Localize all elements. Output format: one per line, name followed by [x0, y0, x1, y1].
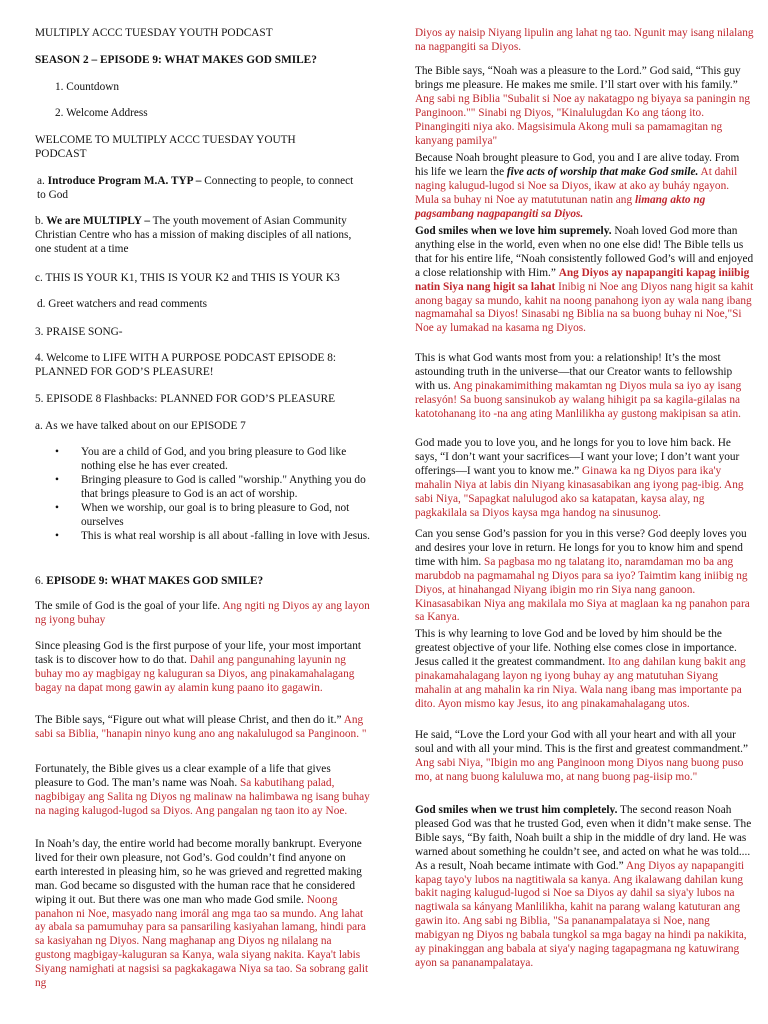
- list-item: [35, 530, 370, 558]
- right-column: [415, 0, 755, 1024]
- bullet-icon: •: [55, 446, 59, 458]
- english-text: Because Noah brought pleasure to God, you and I are alive today. From his life we learn the: [415, 152, 740, 178]
- tagalog-text: Ang Diyos ay napapangiti kapag tayo'y lubos na nagtitiwala sa kanya. Ang ikalawang dahilan kung bakit naging kalugud-lugod si Noe sa Diyos ay dahil sa siya'y lubos na nagtiwala sa kányang Manlilikha, kahit na parang walang katuturan ang gawin ito. Ang sabi ng Biblia, "Sa pananampalataya si Noe, nang mabigyan ng Diyos ng babala tungkol sa mga bagay na hindi pa nakikita, ay pinakinggan ang babala at siya'y naging tagapagmana ng katuwirang ayon sa pananampalataya.: [415, 859, 747, 969]
- made-you-paragraph: [415, 437, 755, 520]
- season-heading: SEASON 2 – EPISODE 9: WHAT MAKES GOD SMILE?: [35, 54, 317, 66]
- english-text: The Bible says, “Noah was a pleasure to the Lord.” God said, “This guy brings me pleasure. He makes me smile. I’ll start over with his family.”: [415, 65, 741, 91]
- bullet-icon: •: [55, 502, 59, 514]
- welcome-address-item: 2. Welcome Address: [55, 107, 148, 119]
- tagalog-text: Sa pagbasa mo ng talatang ito, naramdaman mo ba ang marubdob na pagmamahal ng Diyos para sa iyo? Taimtim kang iniibig ng Diyos, at hinahangad Niyang ibigin mo rin Siya nang ganoon. Kinasasabikan Niya ang makilala mo Siya at maglaan ka ng panahon para sa Kanya.: [415, 555, 750, 624]
- english-text: Can you sense God’s passion for you in this verse? God deeply loves you and desires your love in return. He longs for you to know him and spend time with him.: [415, 528, 747, 568]
- pleasure-paragraph: [415, 65, 755, 148]
- english-text: Fortunately, the Bible gives us a clear example of a life that gives pleasure to God. The man’s name was Noah.: [35, 763, 331, 789]
- tagalog-text: Dahil ang pangunahing layunin ng buhay mo ay magbigay ng kaluguran sa Diyos, ang pinakamahalagang bagay na dapat mong gawin ay alamin kung paano ito gagawin.: [35, 653, 355, 694]
- english-text: The Bible says, “Figure out what will please Christ, and then do it.”: [35, 714, 344, 726]
- tagalog-text: Ang sabi ng Biblia "Subalit si Noe ay nakatagpo ng biyaya sa paningin ng Panginoon."" Sinabi ng Diyos, "Kinalulugdan Ko ang táong ito. Pinangingiti niya ako. Magsisimula Akong muli sa pamamagitan ng kanyang pamilya": [415, 92, 750, 147]
- list-item: [35, 502, 370, 530]
- welcome-episode-8: 4. Welcome to LIFE WITH A PURPOSE PODCAST EPISODE 8: PLANNED FOR GOD’S PLEASURE!: [35, 352, 336, 378]
- item-b-prefix: b.: [35, 215, 47, 227]
- item-c: c. THIS IS YOUR K1, THIS IS YOUR K2 and THIS IS YOUR K3: [35, 272, 340, 284]
- list-item: [35, 474, 370, 502]
- tagalog-text: At dahil naging kalugud-lugod si Noe sa Diyos, ikaw at ako ay buháy ngayon. Mula sa buhay ni Noe ay matututunan natin ang: [415, 165, 738, 206]
- episode-9-heading: [35, 575, 263, 589]
- why-paragraph: [415, 628, 755, 711]
- smile-paragraph: [35, 600, 370, 628]
- english-text: This is what God wants most from you: a relationship! It’s the most astounding truth in the universe—that our Creator wants to fellowship with us.: [415, 352, 733, 392]
- bullet-list: [35, 446, 370, 558]
- sense-paragraph: [415, 528, 755, 625]
- bullet-icon: •: [55, 474, 59, 486]
- english-text: God made you to love you, and he longs for you to love him back. He says, “I don’t want your sacrifices—I want your love; I don’t want your offerings—I want you to know me.”: [415, 437, 740, 477]
- continued-paragraph: Diyos ay naisip Niyang lipulin ang lahat ng tao. Ngunit may isang nilalang na nagpangiti sa Diyos.: [415, 27, 754, 53]
- emphasis-text: five acts of worship that make God smile.: [506, 165, 699, 178]
- introduce-rest: Connecting to people, to connect to God: [37, 175, 354, 201]
- ep9-bold: EPISODE 9: WHAT MAKES GOD SMILE?: [46, 575, 264, 587]
- noah-day-paragraph: [35, 838, 370, 991]
- english-text: The second reason Noah pleased God was that he trusted God, even when it didn’t make sense. The Bible says, “By faith, Noah built a ship in the middle of dry land. He was warned about something he couldn’t see, and acted on what he was told.... As a result, Noah became intimate with God.”: [415, 804, 752, 872]
- english-text: Noah loved God more than anything else in the world, even when no one else did! The Bible tells us that for his entire life, “Noah consistently followed God’s will and enjoyed a close relationship with Him.”: [415, 225, 754, 279]
- tagalog-text: Inibig ni Noe ang Diyos nang higit sa kahit anong bagay sa mundo, kahit na noong panahong iyon ay wala nang ibang nagmamahal sa Diyos! Sinasabi ng Biblia na sa buong buhay ni Noe,"Si Noe ay lumakad na kasama ng Diyos.: [415, 280, 754, 335]
- ep9-prefix: 6.: [35, 575, 47, 587]
- introduce-bold: Introduce Program M.A. TYP –: [47, 175, 202, 187]
- bullet-text: Bringing pleasure to God is called "worship." Anything you do that brings pleasure to God is an act of worship.: [81, 474, 366, 500]
- item-d: d. Greet watchers and read comments: [37, 298, 208, 310]
- multiply-bold: We are MULTIPLY –: [46, 215, 150, 227]
- bullet-text: You are a child of God, and you bring pleasure to God like nothing else he has ever created.: [81, 446, 347, 472]
- relationship-paragraph: [415, 352, 755, 422]
- tagalog-text: Ang sabi Niya, "Ibigin mo ang Panginoon mong Diyos nang buong puso mo, at nang buong kaluluwa mo, at nang buong pag-iisip mo.": [415, 756, 744, 783]
- welcome-heading: WELCOME TO MULTIPLY ACCC TUESDAY YOUTH PODCAST: [35, 134, 296, 160]
- english-text: Since pleasing God is the first purpose of your life, your most important task is to discover how to do that.: [35, 640, 361, 666]
- figure-paragraph: [35, 714, 370, 742]
- greatest-commandment-paragraph: [415, 729, 755, 785]
- bold-heading: God smiles when we trust him completely.: [415, 804, 618, 816]
- tagalog-bold: Ang Diyos ay napapangiti kapag iniibig natin Siya nang higit sa lahat: [415, 266, 750, 293]
- podcast-title: MULTIPLY ACCC TUESDAY YOUTH PODCAST: [35, 27, 273, 39]
- since-paragraph: [35, 640, 370, 696]
- tagalog-text: Ginawa ka ng Diyos para ika'y mahalin Niya at labis din Niyang kinasasabikan ang iyong pag-ibig. Ang sabi Niya, "Sapagkat nalulugod ako sa katapatan, kaysa alay, ng pagkakilala sa Diyos kaysa mga handog na sinusunog.: [415, 464, 744, 519]
- we-are-multiply: [35, 215, 370, 257]
- english-text: This is why learning to love God and be loved by him should be the greatest objective of your life. Nothing else comes close in importance. Jesus called it the greatest commandment.: [415, 628, 737, 668]
- tagalog-text: Noong panahon ni Noe, masyado nang imorál ang mga tao sa mundo. Ang lahat ay abala sa pamumuhay para sa pansariling kasiyahan lamang, hindi para sa kasiyahan ng Diyos. Nang maghanap ang Diyos ng nilalang na gustong magbigay-kaluguran sa Kanya, wala siyang nakita. Kaya't labis Siyang namighati at nagsisi sa pagkakagawa Niya sa tao. Sa sobrang galit ng: [35, 893, 369, 990]
- bullet-text: When we worship, our goal is to bring pleasure to God, not ourselves: [81, 502, 350, 528]
- left-column: [35, 0, 370, 1024]
- talked-about: a. As we have talked about on our EPISODE 7: [35, 420, 246, 432]
- love-supremely-paragraph: [415, 225, 755, 336]
- tagalog-text: Ang sabi sa Biblia, "hanapin ninyo kung ano ang nakalulugod sa Panginoon. ": [35, 714, 367, 740]
- introduce-program: [37, 175, 357, 203]
- episode-8-flashbacks: 5. EPISODE 8 Flashbacks: PLANNED FOR GOD’S PLEASURE: [35, 393, 336, 405]
- english-text: He said, “Love the Lord your God with all your heart and with all your soul and with all your mind. This is the first and greatest commandment.”: [415, 729, 748, 755]
- tagalog-text: Ang pinakamimithing makamtan ng Diyos mula sa iyo ay isang relasyón! Sa buong sansinukob ay walang hihigit pa sa kagila-gilalas na katotohanang ito -na ang ating Manlilikha ay gustong makipisan sa atin.: [415, 379, 742, 420]
- tagalog-text: Sa kabutihang palad, nagbibigay ang Salita ng Diyos ng malinaw na halimbawa ng isang buhay na naging kalugod-lugod sa Diyos. Ang pangalan ng taon ito ay Noe.: [35, 776, 370, 817]
- english-text: The smile of God is the goal of your life.: [35, 600, 223, 612]
- countdown-item: 1. Countdown: [55, 81, 120, 93]
- fortunately-paragraph: [35, 763, 370, 819]
- english-text: In Noah’s day, the entire world had become morally bankrupt. Everyone lived for their own pleasure, not God’s. God couldn’t find anyone on earth interested in pleasing him, so he was grieved and regretted making man. God became so disgusted with the human race that he considered wiping it out. But there was one man who made God smile.: [35, 838, 362, 906]
- bullet-icon: •: [55, 530, 59, 542]
- bullet-text: This is what real worship is all about -falling in love with Jesus.: [81, 530, 370, 542]
- tagalog-text: Ang ngiti ng Diyos ay ang layon ng iyong buhay: [35, 600, 370, 626]
- praise-song: 3. PRAISE SONG-: [35, 326, 123, 338]
- list-item: [35, 446, 370, 474]
- tagalog-text: Ito ang dahilan kung bakit ang pinakamahalagang layon ng iyong buhay ay ang matutuhan Siyang mahalin at ang mahalin ka rin Niya. Wala nang ibang mas importante pa dito. Ayon mismo kay Jesus, ito ang pinakamahalagang utos.: [415, 655, 746, 710]
- because-paragraph: [415, 152, 755, 222]
- tagalog-emphasis: limang akto ng pagsambang nagpapangiti sa Diyos.: [415, 193, 706, 220]
- item-a-prefix: a.: [37, 175, 48, 187]
- bold-heading: God smiles when we love him supremely.: [415, 225, 612, 237]
- trust-paragraph: [415, 804, 755, 971]
- multiply-rest: The youth movement of Asian Community Christian Centre who has a mission of making disciples of all nations, one student at a time: [35, 215, 352, 255]
